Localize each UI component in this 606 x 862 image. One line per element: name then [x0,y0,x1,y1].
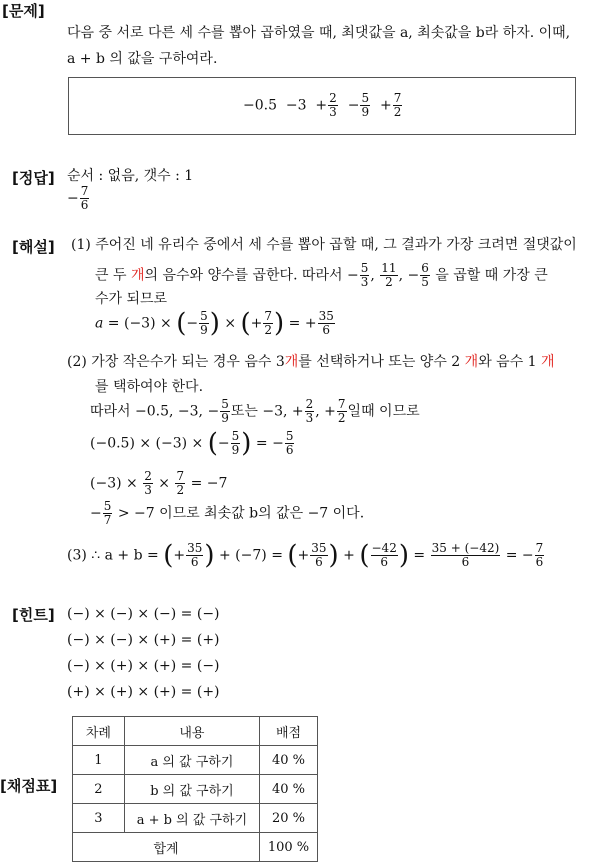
expl-p2-line1: (2) 가장 작은수가 되는 경우 음수 3개를 선택하거나 또는 양수 2 개와 음수 1 개 [67,354,555,370]
problem-header: [문제] [2,2,45,20]
problem-text-line2: a + b 의 값을 구하여라. [67,51,218,67]
rubric-cell-no: 1 [73,746,125,775]
rubric-cell-content: a + b 의 값 구하기 [124,804,259,833]
table-row [73,746,318,775]
rubric-total-label: 합계 [73,833,260,862]
hint-line: (−) × (+) × (+) = (−) [67,658,220,674]
hint-line: (−) × (−) × (−) = (−) [67,606,220,622]
hint-header: [힌트] [12,606,55,624]
hint-line: (−) × (−) × (+) = (+) [67,632,220,648]
rubric-col-score: 배점 [260,717,318,746]
rubric-cell-no: 2 [73,775,125,804]
expl-p2-conclusion: − $\frac{5}{7}$ > −7 이므로 최솟값 b의 값은 −7 이다. [90,499,365,527]
rubric-cell-no: 3 [73,804,125,833]
answer-order-count: 순서 : 없음, 갯수 : 1 [67,168,194,184]
rubric-col-order: 차례 [73,717,125,746]
expl-p2-calc1: (−0.5) × (−3) × (− $\frac{5}{9}$ ) = − $\frac{5}{6}$ [90,428,294,459]
rubric-col-content: 내용 [124,717,259,746]
rubric-cell-score: 40 % [260,775,318,804]
expl-p1-line1: (1) 주어진 네 유리수 중에서 세 수를 뽑아 곱할 때, 그 결과가 가장 크려면 절댓값이 [71,237,577,253]
rubric-total-score: 100 % [260,833,318,862]
answer-value: − $\frac{7}{6}$ [67,184,89,212]
expl-p1-line3: 수가 되므로 [95,291,168,307]
problem-text-line1: 다음 중 서로 다른 세 수를 뽑아 곱하였을 때, 최댓값을 a, 최솟값을 b라 하자. 이때, [67,25,571,41]
expl-p2-calc2: (−3) × $\frac{2}{3}$ × $\frac{7}{2}$ = −7 [90,469,228,497]
expl-p2-line2: 를 택하여야 한다. [95,379,204,395]
table-row [73,775,318,804]
answer-header: [정답] [12,169,55,187]
rubric-header: [채점표] [0,777,58,795]
expl-p2-line3: 따라서 −0.5, −3, − $\frac{5}{9}$ 또는 −3, + $\frac{2}{3}$ , + $\frac{7}{2}$ 일때 이므로 [90,397,420,425]
explanation-header: [해설] [12,238,55,256]
hint-line: (+) × (+) × (+) = (+) [67,684,220,700]
number-list: −0.5 −3 + $\frac{2}{3}$ − $\frac{5}{9}$ + $\frac{7}{2}$ [243,91,402,119]
expl-p1-line2: 큰 두 개의 음수와 양수를 곱한다. 따라서 − $\frac{5}{3}$ , $\frac{11}{2}$ , − $\frac{6}{5}$ 을 곱할 때 가장 큰 [95,261,548,289]
rubric-header-row [73,717,318,746]
rubric-table [72,716,318,862]
rubric-cell-score: 40 % [260,746,318,775]
table-row [73,804,318,833]
rubric-total-row [73,833,318,862]
rubric-cell-content: b 의 값 구하기 [124,775,259,804]
expl-p1-equation: a = (−3) × (− $\frac{5}{9}$ ) × (+ $\frac{7}{2}$ ) = + $\frac{35}{6}$ [95,308,334,339]
rubric-cell-score: 20 % [260,804,318,833]
expl-p3-equation: (3) ∴ a + b = (+ $\frac{35}{6}$ ) + (−7) = (+ $\frac{35}{6}$ ) + ( $\frac{-42}{6}$ ) = $\frac{35 + (-42)}{6}$ = − $\frac{7}{6}$ [67,540,544,571]
rubric-cell-content: a 의 값 구하기 [124,746,259,775]
